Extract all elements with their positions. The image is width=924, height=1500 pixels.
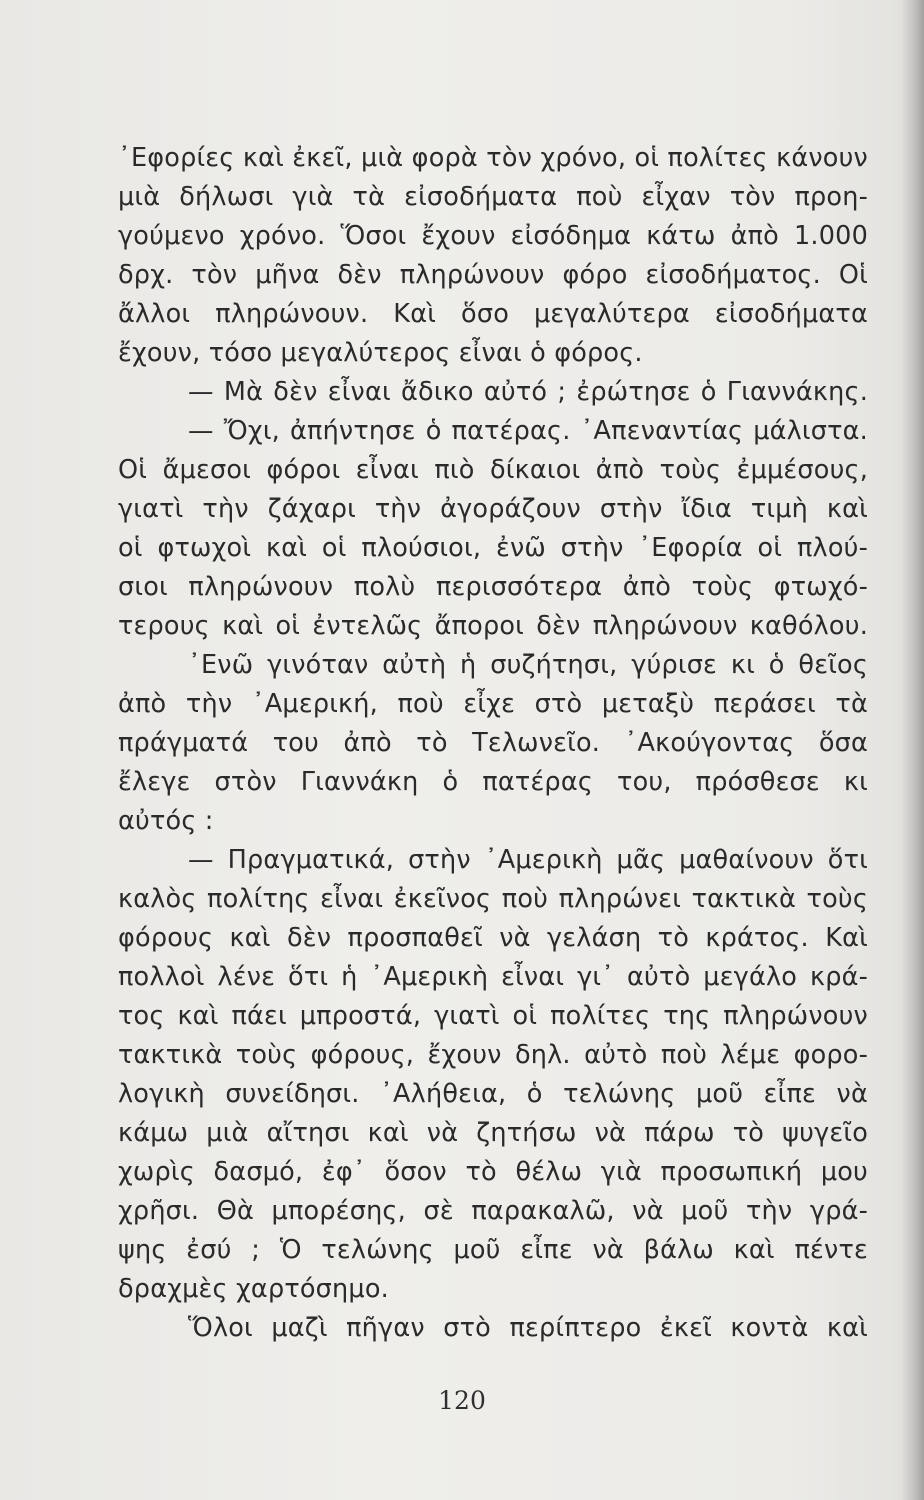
text-line: μιὰ δήλωσι γιὰ τὰ εἰσοδήματα ποὺ εἶχαν τὸν προη- <box>118 182 868 212</box>
page-number: 120 <box>438 1386 486 1415</box>
text-line: ἔχουν, τόσο μεγαλύτερος εἶναι ὁ φόρος. <box>118 338 643 368</box>
text-line: καλὸς πολίτης εἶναι ἐκεῖνος ποὺ πληρώνει τακτικὰ τοὺς <box>118 884 868 914</box>
text-line: αὐτός : <box>118 806 214 836</box>
text-line: φόρους καὶ δὲν προσπαθεῖ νὰ γελάση τὸ κράτος. Καὶ <box>118 923 868 953</box>
text-line: οἱ φτωχοὶ καὶ οἱ πλούσιοι, ἐνῶ στὴν ᾿Εφορία οἱ πλού- <box>118 533 868 563</box>
text-line: πολλοὶ λένε ὅτι ἡ ᾿Αμερικὴ εἶναι γι᾿ αὐτὸ μεγάλο κρά- <box>118 962 868 992</box>
text-line: πράγματά του ἀπὸ τὸ Τελωνεῖο. ᾿Ακούγοντας ὅσα <box>118 728 868 758</box>
text-line: ἀπὸ τὴν ᾿Αμερική, ποὺ εἶχε στὸ μεταξὺ περάσει τὰ <box>118 689 868 719</box>
text-line: χρῆσι. Θὰ μπορέσης, σὲ παρακαλῶ, νὰ μοῦ τὴν γρά- <box>118 1196 868 1226</box>
spine-shadow <box>902 0 924 1500</box>
text-line: τος καὶ πάει μπροστά, γιατὶ οἱ πολίτες της πληρώνουν <box>118 1001 868 1031</box>
text-line: δραχμὲς χαρτόσημο. <box>118 1274 389 1304</box>
text-line: ᾿Εφορίες καὶ ἐκεῖ, μιὰ φορὰ τὸν χρόνο, οἱ πολίτες κάνουν <box>118 143 868 173</box>
text-line: δρχ. τὸν μῆνα δὲν πληρώνουν φόρο εἰσοδήματος. Οἱ <box>118 260 868 290</box>
text-line: Οἱ ἄμεσοι φόροι εἶναι πιὸ δίκαιοι ἀπὸ τοὺς ἐμμέσους, <box>118 455 868 485</box>
text-line: χωρὶς δασμό, ἐφ᾿ ὅσον τὸ θέλω γιὰ προσωπική μου <box>118 1157 868 1187</box>
text-line: ἄλλοι πληρώνουν. Καὶ ὅσο μεγαλύτερα εἰσοδήματα <box>118 299 868 329</box>
text-line: Ὅλοι μαζὶ πῆγαν στὸ περίπτερο ἐκεῖ κοντὰ καὶ <box>188 1313 868 1343</box>
text-line: τερους καὶ οἱ ἐντελῶς ἄποροι δὲν πληρώνουν καθόλου. <box>118 611 868 641</box>
text-line: ψης ἐσύ ; Ὁ τελώνης μοῦ εἶπε νὰ βάλω καὶ πέντε <box>118 1235 868 1265</box>
text-line: — Μὰ δὲν εἶναι ἄδικο αὐτό ; ἐρώτησε ὁ Γιαννάκης. <box>188 377 868 407</box>
text-line: γιατὶ τὴν ζάχαρι τὴν ἀγοράζουν στὴν ἴδια τιμὴ καὶ <box>118 494 868 524</box>
text-line: ᾿Ενῶ γινόταν αὐτὴ ἡ συζήτησι, γύρισε κι ὁ θεῖος <box>188 650 868 680</box>
text-line: — Πραγματικά, στὴν ᾿Αμερικὴ μᾶς μαθαίνουν ὅτι <box>188 845 868 875</box>
text-line: ἔλεγε στὸν Γιαννάκη ὁ πατέρας του, πρόσθεσε κι <box>118 767 868 797</box>
text-line: — Ὄχι, ἀπήντησε ὁ πατέρας. ᾿Απεναντίας μάλιστα. <box>188 416 868 446</box>
text-line: γούμενο χρόνο. Ὅσοι ἔχουν εἰσόδημα κάτω ἀπὸ 1.000 <box>118 221 868 251</box>
text-line: λογικὴ συνείδησι. ᾿Αλήθεια, ὁ τελώνης μοῦ εἶπε νὰ <box>118 1079 868 1109</box>
text-line: σιοι πληρώνουν πολὺ περισσότερα ἀπὸ τοὺς φτωχό- <box>118 572 868 602</box>
text-line: κάμω μιὰ αἴτησι καὶ νὰ ζητήσω νὰ πάρω τὸ ψυγεῖο <box>118 1118 868 1148</box>
text-line: τακτικὰ τοὺς φόρους, ἔχουν δηλ. αὐτὸ ποὺ λέμε φορο- <box>118 1040 868 1070</box>
